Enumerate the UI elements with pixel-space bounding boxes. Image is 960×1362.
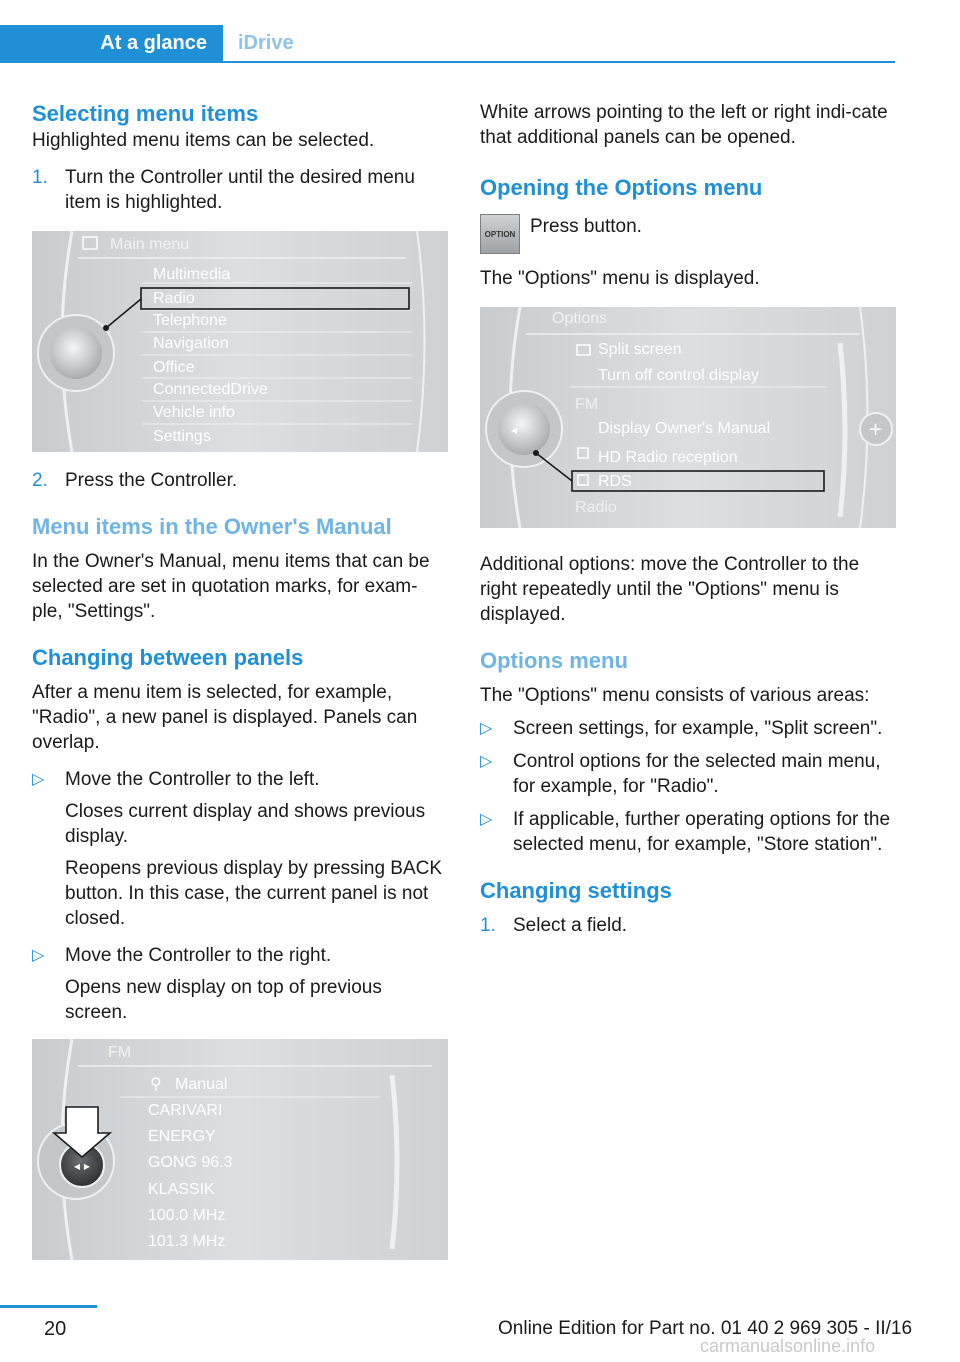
bullet-move-right [32,943,448,1025]
footer-edition: Online Edition for Part no. 01 40 2 969 305 - II/16 [498,1318,913,1339]
fm-item-manual[interactable]: Manual [175,1076,228,1093]
step-2 [32,468,448,493]
fm-screenshot [32,1039,448,1260]
step-number: 1. [32,167,48,188]
menu-item-vehicle-info[interactable]: Vehicle info [153,404,235,421]
step-text: Select a field. [513,915,628,936]
bullet-further-options [480,807,896,857]
triangle-bullet-icon: ▷ [32,771,45,788]
bullet-text: If applicable, further operating options for the selected menu, for example, "Store station". [513,809,891,855]
text-additional-options: Additional options: move the Controller to the right repeatedly until the "Options" menu is displayed. [480,554,860,625]
menu-item-multimedia[interactable]: Multimedia [153,266,231,283]
heading-changing-settings: Changing settings [480,878,672,903]
bullet-screen-settings [480,716,896,741]
menu-item-office[interactable]: Office [153,359,195,376]
right-column [480,100,896,938]
screen-title: Options [552,310,608,327]
menu-item-connecteddrive[interactable]: ConnectedDrive [153,381,268,398]
option-rds[interactable]: RDS [598,473,632,490]
triangle-bullet-icon: ▷ [480,720,493,737]
fm-station[interactable]: ENERGY [148,1128,216,1145]
bullet-subtext: Reopens previous display by pressing BACK button. In this case, the current panel is not closed. [65,858,443,929]
menu-item-settings[interactable]: Settings [153,428,211,445]
option-turn-off-display[interactable]: Turn off control display [598,367,759,384]
heading-options-menu: Options menu [480,648,628,673]
option-hd-radio[interactable]: HD Radio reception [598,449,738,466]
search-icon: ⚲ [150,1076,162,1093]
bullet-subtext: Closes current display and shows previous display. [65,801,426,847]
menu-item-radio[interactable]: Radio [153,290,195,307]
option-split-screen[interactable]: Split screen [598,341,682,358]
bullet-text: Control options for the selected main menu, for example, for "Radio". [513,751,881,797]
step-number: 1. [480,915,496,936]
watermark: carmanualsonline.info [700,1336,876,1356]
triangle-bullet-icon: ▷ [480,753,493,770]
settings-step-1 [480,913,896,938]
fm-station[interactable]: 101.3 MHz [148,1233,226,1250]
text-arrows: White arrows pointing to the left or right indi‐cate that additional panels can be opened. [480,102,888,148]
section-label-fm: FM [575,396,599,413]
options-graphic [480,307,896,528]
text-press-button: Press button. [530,216,642,237]
bullet-text: Move the Controller to the left. [65,769,320,790]
bullet-subtext: Opens new display on top of previous screen. [65,977,382,1023]
menu-item-navigation[interactable]: Navigation [153,335,229,352]
step-number: 2. [32,470,48,491]
triangle-bullet-icon: ▷ [480,811,493,828]
fm-graphic [32,1039,448,1260]
text-options-displayed: The "Options" menu is displayed. [480,268,760,289]
svg-text:◂ ▸: ◂ ▸ [74,1159,90,1173]
screen-title: FM [108,1044,132,1061]
text-panels: After a menu item is selected, for example, "Radio", a new panel is displayed. Panels can overlap. [32,682,418,753]
option-button-icon[interactable]: OPTION [480,214,520,254]
left-column [32,100,448,1025]
fm-station[interactable]: 100.0 MHz [148,1207,226,1224]
step-1 [32,165,448,215]
fm-station[interactable]: CARIVARI [148,1102,223,1119]
step-text: Press the Controller. [65,470,238,491]
triangle-bullet-icon: ▷ [32,947,45,964]
fm-station[interactable]: GONG 96.3 [148,1154,233,1171]
screen-title: Main menu [110,236,190,253]
page-number: 20 [44,1318,67,1340]
bullet-text: Move the Controller to the right. [65,945,332,966]
step-text: Turn the Controller until the desired menu item is highlighted. [65,167,415,213]
tab-at-a-glance[interactable]: At a glance [0,25,223,61]
heading-owners-manual-items: Menu items in the Owner's Manual [32,514,392,539]
svg-text:+: + [868,419,884,440]
tab-idrive[interactable]: iDrive [238,32,294,54]
heading-selecting-menu-items: Selecting menu items [32,101,259,126]
footer-rule [0,1305,97,1308]
main-menu-screenshot [32,231,448,452]
section-label-radio: Radio [575,499,617,516]
option-display-owners-manual[interactable]: Display Owner's Manual [598,420,771,437]
fm-station[interactable]: KLASSIK [148,1181,215,1198]
svg-text:◂: ◂ [511,423,518,437]
options-screenshot [480,307,896,528]
header-tabbar [0,25,895,63]
main-menu-graphic [32,231,448,452]
bullet-move-left [32,767,448,931]
text-selecting: Highlighted menu items can be selected. [32,130,375,151]
heading-changing-panels: Changing between panels [32,645,304,670]
bullet-text: Screen settings, for example, "Split screen". [513,718,883,739]
text-options-areas: The "Options" menu consists of various areas: [480,685,870,706]
option-button-row [480,214,896,258]
menu-item-telephone[interactable]: Telephone [153,312,227,329]
text-owners-manual: In the Owner's Manual, menu items that can be selected are set in quotation marks, for exam‐ple, "Settings". [32,551,430,622]
bullet-control-options [480,749,896,799]
heading-opening-options: Opening the Options menu [480,175,763,200]
